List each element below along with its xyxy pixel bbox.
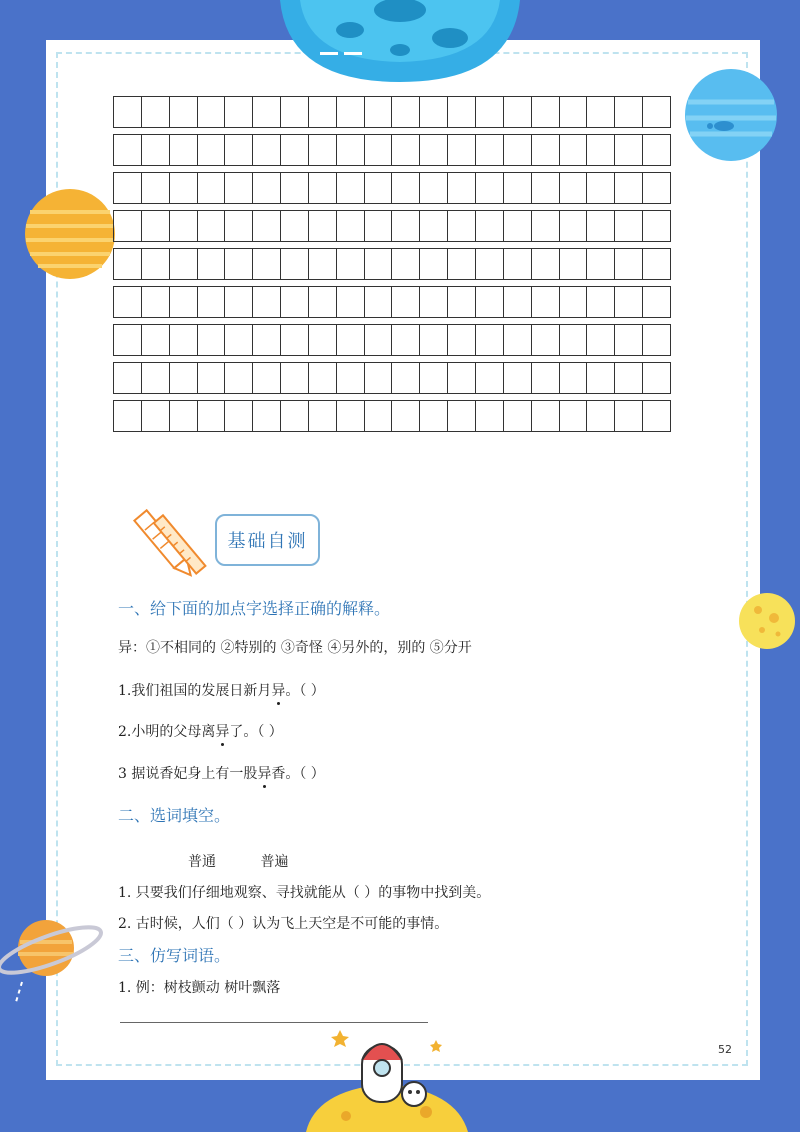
blue-planet-icon — [684, 68, 778, 162]
grid-cell — [615, 325, 643, 355]
grid-cell — [114, 363, 142, 393]
rocket-moon-icon — [296, 1020, 476, 1132]
grid-cell — [365, 135, 393, 165]
grid-cell — [170, 211, 198, 241]
grid-cell — [309, 363, 337, 393]
grid-cell — [392, 325, 420, 355]
question-2-item: 1. 只要我们仔细地观察、寻找就能从（ ）的事物中找到美。 — [118, 885, 491, 901]
grid-cell — [532, 325, 560, 355]
grid-cell — [420, 211, 448, 241]
grid-cell — [114, 173, 142, 203]
grid-cell — [337, 287, 365, 317]
grid-cell — [142, 97, 170, 127]
grid-cell — [225, 173, 253, 203]
grid-cell — [170, 97, 198, 127]
grid-cell — [560, 325, 588, 355]
grid-cell — [587, 325, 615, 355]
grid-cell — [142, 211, 170, 241]
grid-cell — [114, 325, 142, 355]
grid-cell — [504, 173, 532, 203]
ringed-planet-icon — [0, 904, 110, 1014]
grid-cell — [392, 287, 420, 317]
grid-cell — [532, 249, 560, 279]
grid-cell — [420, 173, 448, 203]
grid-cell — [365, 401, 393, 431]
grid-cell — [643, 325, 670, 355]
item-text: 1.我们祖国的发展日新月 — [118, 683, 272, 699]
grid-cell — [114, 249, 142, 279]
grid-cell — [392, 97, 420, 127]
grid-cell — [170, 249, 198, 279]
grid-cell — [198, 249, 226, 279]
grid-cell — [198, 363, 226, 393]
grid-cell — [615, 401, 643, 431]
blue-moon-icon — [280, 0, 520, 82]
grid-cell — [615, 211, 643, 241]
grid-cell — [114, 287, 142, 317]
grid-cell — [253, 401, 281, 431]
grid-cell — [643, 401, 670, 431]
page-number: 52 — [718, 1043, 732, 1056]
grid-cell — [643, 249, 670, 279]
grid-cell — [281, 287, 309, 317]
question-3-heading: 三、仿写词语。 — [118, 946, 231, 965]
grid-cell — [615, 249, 643, 279]
grid-cell — [170, 325, 198, 355]
grid-cell — [448, 325, 476, 355]
question-3-example: 1. 例：树枝颤动 树叶飘落 — [118, 980, 281, 996]
grid-cell — [448, 173, 476, 203]
grid-cell — [476, 249, 504, 279]
grid-cell — [560, 401, 588, 431]
grid-cell — [309, 97, 337, 127]
grid-row — [113, 400, 671, 432]
grid-cell — [587, 173, 615, 203]
grid-cell — [587, 97, 615, 127]
grid-cell — [170, 173, 198, 203]
grid-cell — [225, 135, 253, 165]
grid-cell — [142, 325, 170, 355]
grid-cell — [142, 287, 170, 317]
grid-cell — [198, 97, 226, 127]
grid-cell — [615, 97, 643, 127]
grid-cell — [643, 363, 670, 393]
grid-cell — [365, 287, 393, 317]
grid-cell — [198, 135, 226, 165]
grid-cell — [225, 211, 253, 241]
grid-row — [113, 362, 671, 394]
grid-cell — [504, 287, 532, 317]
grid-cell — [643, 97, 670, 127]
grid-cell — [225, 363, 253, 393]
grid-cell — [309, 249, 337, 279]
grid-cell — [476, 325, 504, 355]
grid-cell — [225, 97, 253, 127]
grid-cell — [448, 401, 476, 431]
grid-cell — [476, 363, 504, 393]
grid-cell — [420, 287, 448, 317]
grid-cell — [337, 363, 365, 393]
grid-cell — [142, 135, 170, 165]
grid-cell — [476, 287, 504, 317]
grid-row — [113, 134, 671, 166]
grid-cell — [170, 363, 198, 393]
grid-cell — [253, 211, 281, 241]
grid-cell — [281, 325, 309, 355]
question-1-item — [118, 680, 325, 700]
grid-cell — [560, 249, 588, 279]
section-badge: 基础自测 — [215, 514, 320, 566]
grid-cell — [198, 211, 226, 241]
grid-cell — [532, 173, 560, 203]
grid-cell — [587, 211, 615, 241]
grid-cell — [253, 173, 281, 203]
question-1-heading: 一、给下面的加点字选择正确的解释。 — [118, 599, 391, 618]
grid-cell — [392, 249, 420, 279]
grid-cell — [587, 135, 615, 165]
grid-cell — [420, 401, 448, 431]
grid-cell — [253, 325, 281, 355]
grid-cell — [615, 173, 643, 203]
item-text: 3 据说香妃身上有一股 — [118, 766, 258, 782]
grid-cell — [420, 325, 448, 355]
grid-cell — [504, 401, 532, 431]
grid-cell — [448, 211, 476, 241]
grid-cell — [337, 97, 365, 127]
grid-cell — [532, 401, 560, 431]
yellow-moon-icon — [738, 592, 796, 650]
grid-cell — [392, 211, 420, 241]
grid-cell — [476, 401, 504, 431]
grid-cell — [365, 97, 393, 127]
grid-cell — [253, 249, 281, 279]
grid-cell — [309, 173, 337, 203]
item-blank: 。（ ） — [285, 683, 325, 699]
grid-cell — [309, 287, 337, 317]
grid-cell — [476, 135, 504, 165]
writing-grid — [113, 96, 671, 432]
pencil-ruler-icon — [128, 498, 208, 586]
grid-row — [113, 210, 671, 242]
grid-cell — [448, 97, 476, 127]
grid-cell — [420, 97, 448, 127]
grid-cell — [587, 287, 615, 317]
grid-cell — [643, 211, 670, 241]
grid-cell — [142, 401, 170, 431]
grid-cell — [448, 249, 476, 279]
grid-cell — [587, 401, 615, 431]
grid-cell — [532, 287, 560, 317]
grid-cell — [114, 135, 142, 165]
question-2-heading: 二、选词填空。 — [118, 806, 231, 825]
grid-cell — [198, 173, 226, 203]
grid-cell — [560, 97, 588, 127]
grid-cell — [309, 135, 337, 165]
grid-cell — [392, 135, 420, 165]
item-text: 2.小明的父母离 — [118, 724, 216, 740]
grid-cell — [532, 135, 560, 165]
grid-cell — [420, 363, 448, 393]
grid-cell — [281, 211, 309, 241]
grid-cell — [392, 401, 420, 431]
grid-cell — [504, 97, 532, 127]
grid-cell — [615, 287, 643, 317]
grid-cell — [587, 249, 615, 279]
grid-cell — [198, 325, 226, 355]
question-1-item — [118, 721, 283, 741]
grid-cell — [337, 173, 365, 203]
grid-cell — [253, 97, 281, 127]
grid-cell — [281, 135, 309, 165]
answer-line — [120, 1022, 428, 1023]
grid-row — [113, 96, 671, 128]
grid-cell — [253, 135, 281, 165]
question-2-word-choices: 普通 普遍 — [188, 854, 289, 870]
grid-cell — [365, 363, 393, 393]
grid-cell — [225, 249, 253, 279]
grid-cell — [142, 249, 170, 279]
dotted-char: 异 — [215, 724, 230, 740]
grid-cell — [476, 97, 504, 127]
grid-cell — [253, 363, 281, 393]
grid-cell — [337, 249, 365, 279]
grid-row — [113, 324, 671, 356]
grid-cell — [170, 135, 198, 165]
item-blank: 香。（ ） — [271, 766, 325, 782]
grid-cell — [448, 135, 476, 165]
grid-cell — [476, 173, 504, 203]
grid-cell — [281, 401, 309, 431]
grid-cell — [365, 249, 393, 279]
grid-cell — [504, 135, 532, 165]
grid-cell — [365, 173, 393, 203]
grid-cell — [420, 249, 448, 279]
grid-cell — [392, 173, 420, 203]
grid-cell — [504, 211, 532, 241]
grid-cell — [142, 173, 170, 203]
grid-cell — [365, 325, 393, 355]
grid-cell — [225, 287, 253, 317]
grid-cell — [198, 287, 226, 317]
dotted-char: 异 — [257, 766, 272, 782]
grid-cell — [337, 135, 365, 165]
grid-cell — [476, 211, 504, 241]
orange-planet-icon — [24, 188, 116, 280]
grid-cell — [309, 211, 337, 241]
grid-cell — [560, 135, 588, 165]
grid-cell — [420, 135, 448, 165]
grid-cell — [114, 401, 142, 431]
grid-cell — [142, 363, 170, 393]
grid-cell — [504, 325, 532, 355]
dotted-char: 异 — [271, 683, 286, 699]
grid-cell — [560, 211, 588, 241]
grid-cell — [532, 211, 560, 241]
grid-cell — [281, 363, 309, 393]
grid-cell — [532, 97, 560, 127]
grid-cell — [615, 363, 643, 393]
grid-cell — [281, 97, 309, 127]
grid-cell — [225, 401, 253, 431]
grid-cell — [643, 135, 670, 165]
grid-cell — [615, 135, 643, 165]
grid-cell — [309, 401, 337, 431]
grid-cell — [198, 401, 226, 431]
question-1-options: 异：①不相同的 ②特别的 ③奇怪 ④另外的，别的 ⑤分开 — [118, 640, 472, 656]
grid-cell — [114, 97, 142, 127]
grid-cell — [337, 401, 365, 431]
grid-cell — [587, 363, 615, 393]
grid-cell — [170, 401, 198, 431]
grid-cell — [365, 211, 393, 241]
grid-row — [113, 248, 671, 280]
grid-cell — [504, 249, 532, 279]
grid-cell — [643, 173, 670, 203]
grid-cell — [337, 211, 365, 241]
grid-cell — [504, 363, 532, 393]
grid-cell — [337, 325, 365, 355]
grid-cell — [643, 287, 670, 317]
grid-cell — [281, 249, 309, 279]
item-blank: 了。（ ） — [229, 724, 283, 740]
grid-cell — [560, 173, 588, 203]
grid-cell — [309, 325, 337, 355]
question-1-item — [118, 763, 325, 783]
grid-cell — [170, 287, 198, 317]
grid-cell — [532, 363, 560, 393]
grid-cell — [253, 287, 281, 317]
grid-cell — [448, 363, 476, 393]
grid-cell — [560, 363, 588, 393]
question-2-item: 2. 古时候，人们（ ）认为飞上天空是不可能的事情。 — [118, 916, 449, 932]
grid-cell — [225, 325, 253, 355]
grid-row — [113, 172, 671, 204]
grid-row — [113, 286, 671, 318]
grid-cell — [281, 173, 309, 203]
grid-cell — [560, 287, 588, 317]
grid-cell — [114, 211, 142, 241]
grid-cell — [448, 287, 476, 317]
grid-cell — [392, 363, 420, 393]
